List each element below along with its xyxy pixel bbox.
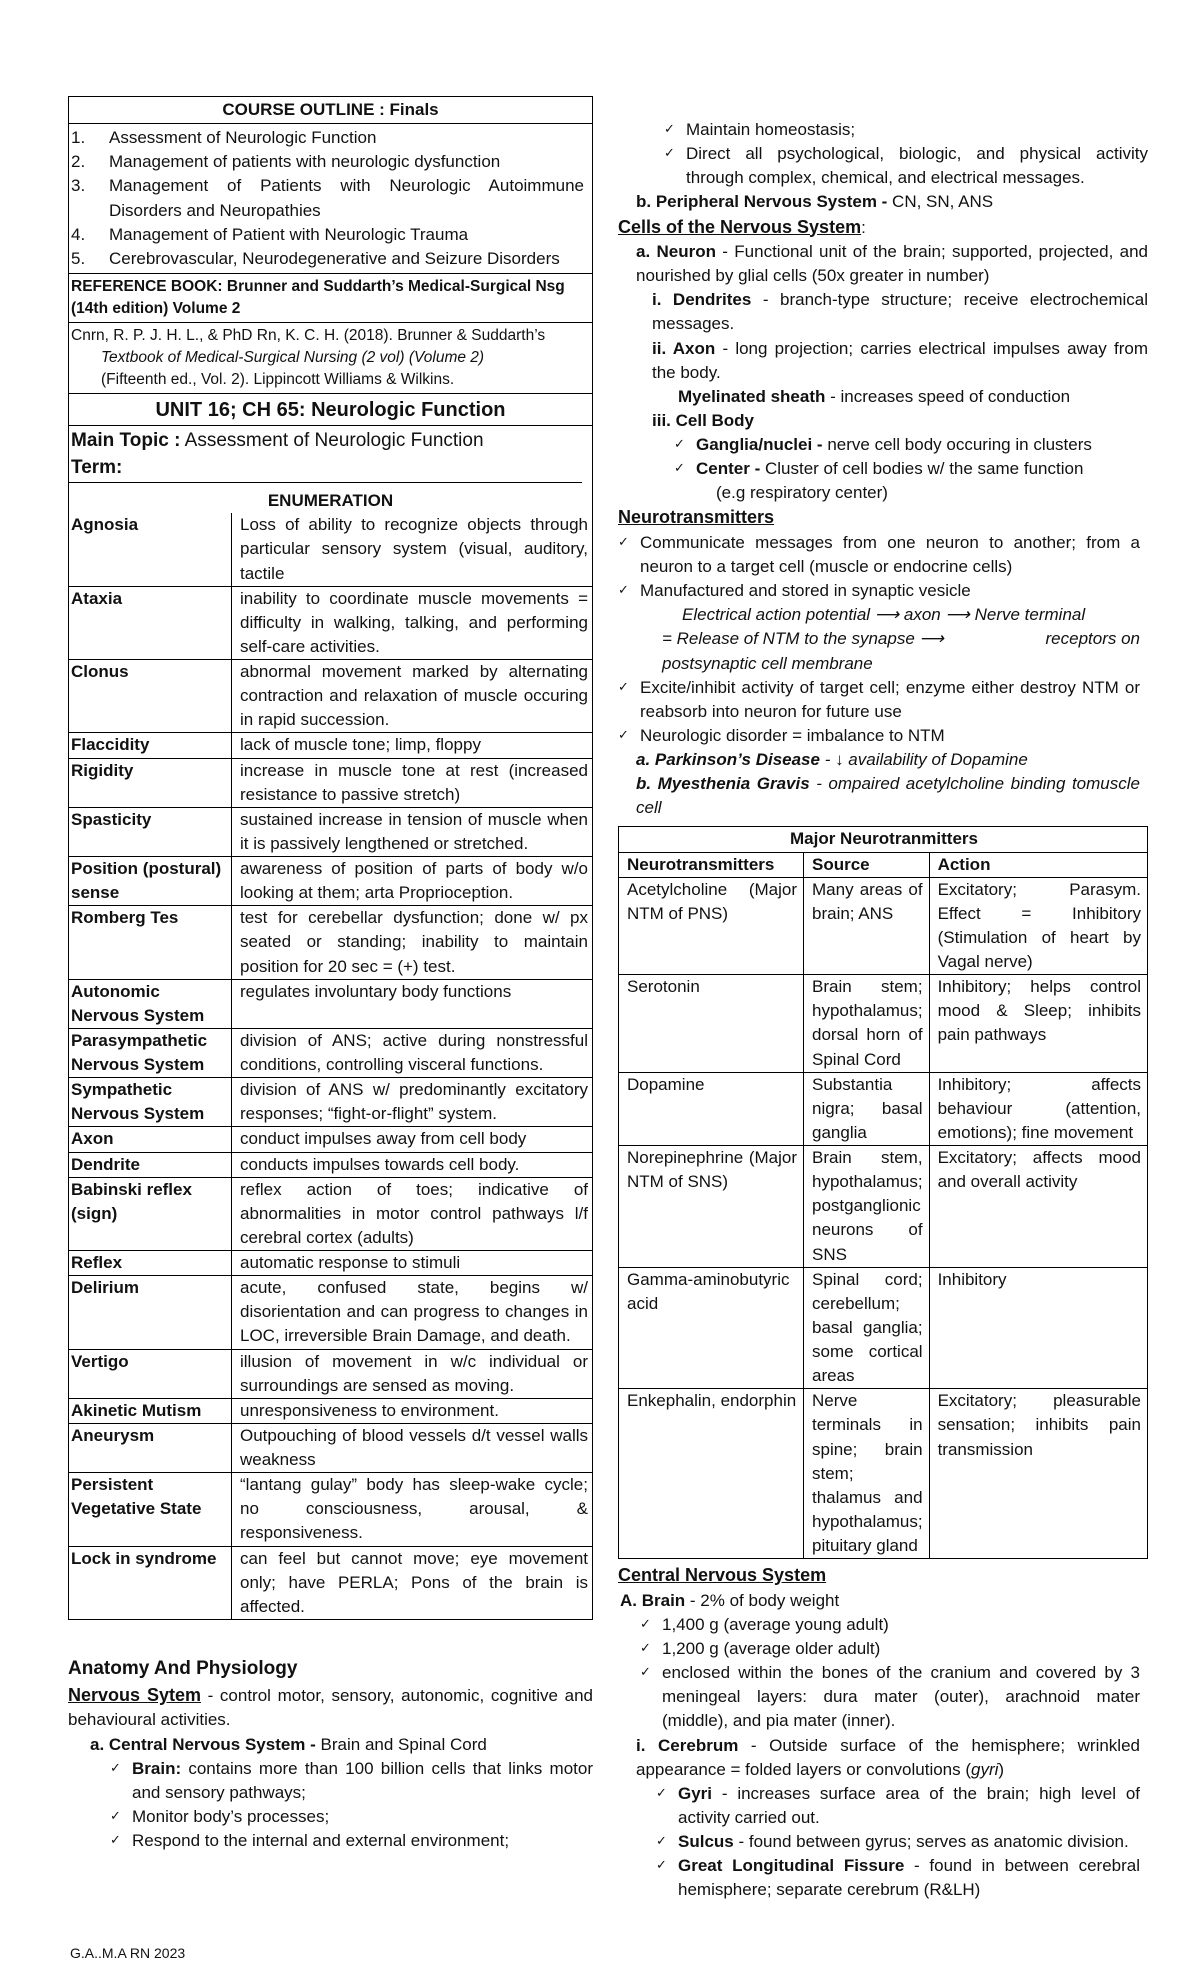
term-row: [69, 1423, 592, 1472]
term-label: Term:: [69, 455, 582, 483]
check-item: ✓ Respond to the internal and external environment;: [110, 1829, 593, 1853]
term-definition: illusion of movement in w/c individual or surroundings are sensed as moving.: [232, 1349, 593, 1398]
ntm-flow: Electrical action potential ⟶ axon ⟶ Nerve terminal: [682, 605, 1086, 625]
term-definition: Outpouching of blood vessels d/t vessel walls weakness: [232, 1423, 593, 1472]
term-name: Persistent Vegetative State: [69, 1473, 232, 1546]
reference-book-title: REFERENCE BOOK: Brunner and Suddarth’s Medical-Surgical Nsg (14th edition) Volume 2: [69, 273, 592, 322]
term-definition: conducts impulses towards cell body.: [232, 1152, 593, 1177]
neuron-def: a. Neuron - Functional unit of the brain; supported, projected, and nourished by glial cells (50x greater in number): [636, 242, 1148, 286]
term-row: [69, 1276, 592, 1349]
check-icon: ✓: [618, 726, 629, 742]
term-name: Autonomic Nervous System: [69, 979, 232, 1028]
term-name: Rigidity: [69, 758, 232, 807]
outline-item: 1. Assessment of Neurologic Function: [71, 128, 377, 148]
anatomy-section: [68, 1656, 593, 1853]
column-header: Neurotransmitters: [619, 852, 804, 877]
term-row: [69, 660, 592, 733]
term-name: Lock in syndrome: [69, 1546, 232, 1619]
term-definition: awareness of position of parts of body w/o looking at them; arta Proprioception.: [232, 857, 593, 906]
enumeration-title: ENUMERATION: [267, 491, 394, 511]
check-icon: ✓: [664, 121, 675, 136]
term-name: Clonus: [69, 660, 232, 733]
term-row: [69, 857, 592, 906]
term-row: [69, 1152, 592, 1177]
check-item: ✓ Communicate messages from one neuron to another; from a neuron to a target cell (muscle or endocrine cells): [618, 531, 1140, 579]
term-name: Spasticity: [69, 807, 232, 856]
term-definition: lack of muscle tone; limp, floppy: [232, 733, 593, 758]
term-name: Ataxia: [69, 586, 232, 659]
term-definition: conduct impulses away from cell body: [232, 1127, 593, 1152]
term-row: [69, 513, 592, 586]
ntm-source: Substantia nigra; basal ganglia: [804, 1072, 930, 1145]
dendrites-def: i. Dendrites - branch-type structure; receive electrochemical messages.: [652, 290, 1148, 334]
ntm-name: Enkephalin, endorphin: [619, 1389, 804, 1559]
term-definition: “lantang gulay” body has sleep-wake cycle; no consciousness, arousal, & responsiveness.: [232, 1473, 593, 1546]
pns-line: b. Peripheral Nervous System - CN, SN, ANS: [636, 192, 994, 212]
ntm-action: Inhibitory: [929, 1267, 1147, 1389]
term-name: Flaccidity: [69, 733, 232, 758]
cns-line: a. Central Nervous System - Brain and Spinal Cord: [90, 1734, 487, 1754]
term-row: [69, 758, 592, 807]
term-definition: division of ANS; active during nonstressful conditions, controlling visceral functions.: [232, 1028, 593, 1077]
term-name: Akinetic Mutism: [69, 1398, 232, 1423]
ntm-name: Norepinephrine (Major NTM of SNS): [619, 1146, 804, 1268]
term-definition: regulates involuntary body functions: [232, 979, 593, 1028]
term-name: Romberg Tes: [69, 906, 232, 979]
term-definition: unresponsiveness to environment.: [232, 1398, 593, 1423]
reference-citation: Cnrn, R. P. J. H. L., & PhD Rn, K. C. H. (2018). Brunner & Suddarth’s Textbook of Medical-Surgical Nursing (2 vol) (Volume 2) (Fifteenth ed., Vol. 2). Lippincott Williams & Wilkins.: [69, 322, 592, 393]
ntm-name: Acetylcholine (Major NTM of PNS): [619, 877, 804, 975]
left-column: [68, 96, 593, 1853]
check-item: ✓ 1,200 g (average older adult): [640, 1637, 1140, 1661]
table-row: [619, 975, 1148, 1073]
term-row: [69, 733, 592, 758]
check-item: ✓ Gyri - increases surface area of the brain; high level of activity carried out.: [656, 1782, 1140, 1830]
check-icon: ✓: [640, 1615, 651, 1631]
check-item: ✓ Manufactured and stored in synaptic vesicle: [618, 579, 1140, 603]
term-name: Dendrite: [69, 1152, 232, 1177]
myelin-def: Myelinated sheath - increases speed of conduction: [678, 386, 1071, 406]
ntm-action: Excitatory; Parasym. Effect = Inhibitory (Stimulation of heart by Vagal nerve): [929, 877, 1147, 975]
term-definition: can feel but cannot move; eye movement only; have PERLA; Pons of the brain is affected.: [232, 1546, 593, 1619]
check-icon: ✓: [618, 533, 629, 549]
check-icon: ✓: [674, 436, 685, 452]
check-icon: ✓: [656, 1833, 667, 1849]
term-definition: reflex action of toes; indicative of abnormalities in motor control pathways l/f cerebral cortex (adults): [232, 1177, 593, 1250]
ntm-source: Spinal cord; cerebellum; basal ganglia; some cortical areas: [804, 1267, 930, 1389]
ntm-name: Gamma-aminobutyric acid: [619, 1267, 804, 1389]
cns-section: Central Nervous System A. Brain - 2% of body weight ✓ 1,400 g (average young adult) ✓ 1,200 g (average older adult) ✓ enclosed within the bones of the cranium and covered by 3 meningeal layers: dura mater (outer), arachnoid mater (middle), and pia mater (inner). i. Cerebrum - Outside surface of the hemisphere; wrinkled appearance = folded layers or convolutions (gyri) ✓ Gyri - increases surface area of the brain; high level of activity carried out. ✓ Sulcus - found between gyrus; serves as anatomic division. ✓ Great Longitudinal Fissure - found in between cerebral hemisphere; separate cerebrum (R&LH): [618, 1563, 1148, 1902]
term-row: [69, 1127, 592, 1152]
check-item: ✓ Brain: contains more than 100 billion cells that links motor and sensory pathways;: [110, 1757, 593, 1805]
term-row: [69, 1028, 592, 1077]
term-row: [69, 1546, 592, 1619]
ntm-source: Brain stem, hypothalamus; postganglionic neurons of SNS: [804, 1146, 930, 1268]
ntm-action: Excitatory; affects mood and overall activity: [929, 1146, 1147, 1268]
course-outline-list: [69, 124, 592, 273]
myasthenia-line: b. Myesthenia Gravis - ompaired acetylcholine binding tomuscle cell: [636, 774, 1140, 818]
check-item: ✓ Great Longitudinal Fissure - found in between cerebral hemisphere; separate cerebrum (R&LH): [656, 1854, 1140, 1902]
check-item: ✓ Direct all psychological, biologic, and physical activity through complex, chemical, and electrical messages.: [664, 142, 1148, 190]
cells-title: Cells of the Nervous System: [618, 216, 862, 237]
ntm-source: Nerve terminals in spine; brain stem; thalamus and hypothalamus; pituitary gland: [804, 1389, 930, 1559]
term-name: Parasympathetic Nervous System: [69, 1028, 232, 1077]
term-name: Position (postural) sense: [69, 857, 232, 906]
cellbody-label: iii. Cell Body: [652, 410, 755, 430]
check-item: ✓ Sulcus - found between gyrus; serves as anatomic division.: [656, 1830, 1140, 1854]
outline-item: 3. Management of Patients with Neurologic Autoimmune Disorders and Neuropathies: [71, 176, 584, 220]
nervous-system-def: Nervous Sytem - control motor, sensory, autonomic, cognitive and behavioural activities.: [68, 1684, 594, 1730]
term-row: [69, 1398, 592, 1423]
unit-title: UNIT 16; CH 65: Neurologic Function: [69, 393, 592, 425]
column-header: Action: [929, 852, 1147, 877]
term-row: [69, 1251, 592, 1276]
column-header: Source: [804, 852, 930, 877]
check-item: ✓ Maintain homeostasis;: [664, 118, 1148, 142]
footer-credit: G.A..M.A RN 2023: [70, 1945, 186, 1961]
check-item: ✓ Monitor body’s processes;: [110, 1805, 593, 1829]
term-definition: abnormal movement marked by alternating contraction and relaxation of muscle occuring in rapid succession.: [232, 660, 593, 733]
check-item: ✓ Neurologic disorder = imbalance to NTM: [618, 724, 1140, 748]
term-definition: inability to coordinate muscle movements = difficulty in walking, talking, and performing self-care activities.: [232, 586, 593, 659]
check-item: ✓ Excite/inhibit activity of target cell; enzyme either destroy NTM or reabsorb into neuron for future use: [618, 676, 1140, 724]
table-row: [619, 1389, 1148, 1559]
term-row: [69, 1473, 592, 1546]
term-row: [69, 586, 592, 659]
ntm-flow: = Release of NTM to the synapse ⟶ receptors on: [662, 629, 1140, 649]
parkinsons-line: a. Parkinson’s Disease - ↓ availability of Dopamine: [636, 750, 1028, 770]
ntm-flow: postsynaptic cell membrane: [662, 653, 873, 673]
term-name: Vertigo: [69, 1349, 232, 1398]
course-outline-box: [68, 96, 593, 1620]
check-icon: ✓: [110, 1807, 121, 1823]
axon-def: ii. Axon - long projection; carries electrical impulses away from the body.: [652, 338, 1148, 382]
check-icon: ✓: [640, 1640, 651, 1656]
right-column: [618, 118, 1148, 1902]
check-item: ✓ 1,400 g (average young adult): [640, 1613, 1140, 1637]
ntm-action: Excitatory; pleasurable sensation; inhibits pain transmission: [929, 1389, 1147, 1559]
check-icon: ✓: [618, 582, 629, 598]
arrow-right-icon: ⟶: [919, 629, 944, 649]
term-row: [69, 906, 592, 979]
ntm-source: Brain stem; hypothalamus; dorsal horn of Spinal Cord: [804, 975, 930, 1073]
term-definition: division of ANS w/ predominantly excitatory responses; “fight-or-flight” system.: [232, 1078, 593, 1127]
term-row: [69, 807, 592, 856]
outline-item: 4. Management of Patient with Neurologic Trauma: [71, 224, 469, 244]
term-definition: sustained increase in tension of muscle when it is passively lengthened or stretched.: [232, 807, 593, 856]
main-topic: Main Topic : Assessment of Neurologic Function: [69, 425, 592, 455]
term-row: [69, 1078, 592, 1127]
ntm-title: Neurotransmitters: [618, 507, 775, 528]
check-icon: ✓: [664, 145, 675, 161]
check-icon: ✓: [674, 460, 685, 476]
term-name: Axon: [69, 1127, 232, 1152]
ntm-name: Dopamine: [619, 1072, 804, 1145]
check-icon: ✓: [110, 1759, 121, 1775]
ntm-action: Inhibitory; affects behaviour (attention, emotions); fine movement: [929, 1072, 1147, 1145]
ntm-section: [618, 505, 1148, 820]
check-icon: ✓: [110, 1832, 121, 1848]
course-outline-header: COURSE OUTLINE : Finals: [69, 97, 592, 124]
arrow-right-icon: ⟶: [945, 605, 970, 625]
term-name: Babinski reflex (sign): [69, 1177, 232, 1250]
table-row: [619, 1146, 1148, 1268]
outline-item: 5. Cerebrovascular, Neurodegenerative and Seizure Disorders: [71, 248, 560, 268]
check-icon: ✓: [618, 678, 629, 694]
major-ntm-table: [618, 826, 1148, 1559]
check-item: ✓ Ganglia/nuclei - nerve cell body occuring in clusters: [674, 433, 1148, 457]
term-definition: Loss of ability to recognize objects through particular sensory system (visual, auditory, tactile: [240, 515, 588, 583]
ntm-action: Inhibitory; helps control mood & Sleep; inhibits pain pathways: [929, 975, 1147, 1073]
term-row: [69, 979, 592, 1028]
cns-title: Central Nervous System: [618, 1565, 827, 1586]
outline-item: 2. Management of patients with neurologic dysfunction: [71, 152, 501, 172]
term-definition: test for cerebellar dysfunction; done w/ px seated or standing; inability to maintain position for 20 sec = (+) test.: [232, 906, 593, 979]
check-item: ✓ Center - Cluster of cell bodies w/ the same function: [674, 457, 1148, 481]
check-icon: ✓: [656, 1857, 667, 1873]
table-row: [619, 1072, 1148, 1145]
arrow-right-icon: ⟶: [874, 605, 900, 625]
table-row: [619, 1267, 1148, 1389]
check-item: ✓ enclosed within the bones of the cranium and covered by 3 meningeal layers: dura mater (outer), arachnoid mater (middle), and pia mater (inner).: [640, 1661, 1140, 1733]
anatomy-title: Anatomy And Physiology: [68, 1657, 298, 1679]
check-icon: ✓: [640, 1664, 651, 1680]
terms-table: [69, 513, 592, 1619]
term-definition: automatic response to stimuli: [232, 1251, 593, 1276]
term-name: Reflex: [69, 1251, 232, 1276]
term-name: Delirium: [69, 1276, 232, 1349]
term-definition: increase in muscle tone at rest (increased resistance to passive stretch): [232, 758, 593, 807]
check-icon: ✓: [656, 1784, 667, 1800]
term-name: Agnosia: [69, 513, 232, 586]
term-row: [69, 1349, 592, 1398]
ntm-name: Serotonin: [619, 975, 804, 1073]
term-row: [69, 1177, 592, 1250]
center-example: (e.g respiratory center): [716, 483, 888, 503]
table-caption: Major Neurotranmitters: [619, 827, 1148, 852]
term-name: Aneurysm: [69, 1423, 232, 1472]
term-definition: acute, confused state, begins w/ disorientation and can progress to changes in LOC, irreversible Brain Damage, and death.: [232, 1276, 593, 1349]
ntm-source: Many areas of brain; ANS: [804, 877, 930, 975]
cells-section: Cells of the Nervous System: a. Neuron - Functional unit of the brain; supported, projected, and nourished by glial cells (50x greater in number) i. Dendrites - branch-type structure; receive electrochemical messages. ii. Axon - long projection; carries electrical impulses away from the body. Myelinated sheath - increases speed of conduction iii. Cell Body ✓ Ganglia/nuclei - nerve cell body occuring in clusters ✓ Center - Cluster of cell bodies w/ the same function (e.g respiratory center): [618, 215, 1148, 506]
term-name: Sympathetic Nervous System: [69, 1078, 232, 1127]
table-row: [619, 877, 1148, 975]
